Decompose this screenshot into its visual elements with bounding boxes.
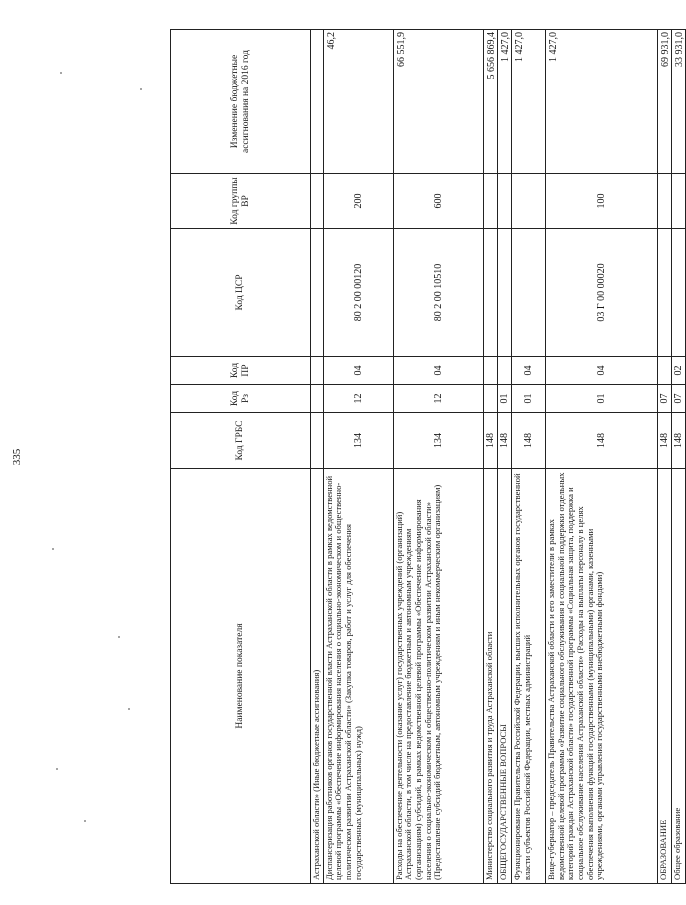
row-grbs: 148	[483, 413, 497, 469]
row-vr: 100	[546, 174, 658, 229]
scan-speck	[56, 768, 58, 770]
table-row	[311, 30, 324, 884]
row-csr: 80 2 00 00120	[323, 229, 393, 357]
row-rz: 07	[658, 385, 672, 413]
row-vr: 600	[393, 174, 483, 229]
row-rz	[483, 385, 497, 413]
header-amount: Изменение бюджетные ассигнования на 2016 год	[171, 30, 311, 174]
row-name: Расходы на обеспечение деятельности (оказание услуг) государственных учреждений (организаций) Астраханской области, в том числе на предоставление бюджетным и автономным учреждениям (организациям) субсидий, в рамках ведомственной целевой программы «Обеспечение информирования населения о социально-экономическом и общественно-политическом развитии Астраханской области» (Предоставление субсидий бюджетным, автономным учреждениям и иным некоммерческим организациям)	[393, 469, 483, 884]
scan-speck	[128, 708, 130, 710]
rotated-page-content	[170, 30, 686, 884]
table-header-row	[171, 30, 311, 884]
row-csr	[483, 229, 497, 357]
row-csr	[311, 229, 324, 357]
row-rz: 01	[497, 385, 511, 413]
table-row	[393, 30, 483, 884]
row-grbs	[311, 413, 324, 469]
header-grbs: Код ГРБС	[171, 413, 311, 469]
row-vr	[311, 174, 324, 229]
budget-table-frame	[170, 30, 686, 884]
row-name: ОБЩЕГОСУДАРСТВЕННЫЕ ВОПРОСЫ	[497, 469, 511, 884]
row-grbs: 148	[546, 413, 658, 469]
header-pr: Код ПР	[171, 357, 311, 385]
scan-speck	[84, 820, 86, 822]
row-name: Функционирование Правительства Российской Федерации, высших исполнительных органов государственной власти субъектов Российской Федерации, местных администраций	[512, 469, 546, 884]
table-row	[658, 30, 672, 884]
row-amount: 66 551,9	[393, 30, 483, 174]
row-rz: 12	[323, 385, 393, 413]
row-pr: 04	[512, 357, 546, 385]
header-rz: Код Рз	[171, 385, 311, 413]
header-vr: Код группы ВР	[171, 174, 311, 229]
row-pr: 04	[323, 357, 393, 385]
table-row	[497, 30, 511, 884]
row-pr	[497, 357, 511, 385]
scan-speck	[118, 636, 120, 638]
scan-speck	[52, 548, 54, 550]
row-amount: 33 931,0	[672, 30, 686, 174]
row-csr	[512, 229, 546, 357]
row-grbs: 148	[672, 413, 686, 469]
budget-allocation-table	[170, 29, 686, 884]
table-row	[546, 30, 658, 884]
page-number: 335	[11, 448, 23, 466]
scan-speck	[60, 72, 62, 74]
row-name: ОБРАЗОВАНИЕ	[658, 469, 672, 884]
row-csr	[658, 229, 672, 357]
table-row	[323, 30, 393, 884]
scan-speck	[140, 88, 142, 90]
row-amount: 1 427,0	[497, 30, 511, 174]
row-amount: 69 931,0	[658, 30, 672, 174]
row-rz	[311, 385, 324, 413]
header-name: Наименование показателя	[171, 469, 311, 884]
row-name: Министерство социального развития и труда Астраханской области	[483, 469, 497, 884]
row-csr	[672, 229, 686, 357]
row-name: Диспансеризация работников органов государственной власти Астраханской области в рамках ведомственной целевой программы «Обеспечение информирования населения о социально-экономическом и общественно-политическом развитии Астраханской области» (Закупка товаров, работ и услуг для обеспечения государственных (муниципальных) нужд)	[323, 469, 393, 884]
row-grbs: 134	[323, 413, 393, 469]
row-vr: 200	[323, 174, 393, 229]
row-grbs: 148	[497, 413, 511, 469]
header-csr: Код ЦСР	[171, 229, 311, 357]
row-amount: 46,2	[323, 30, 393, 174]
table-row	[483, 30, 497, 884]
row-name: Вице-губернатор – председатель Правительства Астраханской области и его заместители в рамках ведомственной целевой программы «Развитие социального обслуживания и социальной поддержки отдельных категорий граждан Астраханской области» государственной программы «Социальная защита, поддержка и социальное обслуживание населения Астраханской области» (Расходы на выплаты персоналу в целях обеспечения выполнения функций государственными (муниципальными) органами, казенными учреждениями, органами управления государственными внебюджетными фондами)	[546, 469, 658, 884]
row-pr: 04	[393, 357, 483, 385]
row-pr	[658, 357, 672, 385]
table-row	[672, 30, 686, 884]
row-vr	[512, 174, 546, 229]
row-vr	[483, 174, 497, 229]
row-vr	[497, 174, 511, 229]
row-rz: 12	[393, 385, 483, 413]
row-name: Астраханской области» (Иные бюджетные ассигнования)	[311, 469, 324, 884]
row-pr: 02	[672, 357, 686, 385]
row-csr	[497, 229, 511, 357]
row-pr	[483, 357, 497, 385]
table-row	[512, 30, 546, 884]
row-amount: 5 656 869,4	[483, 30, 497, 174]
row-grbs: 148	[658, 413, 672, 469]
row-amount	[311, 30, 324, 174]
row-csr: 80 2 00 10510	[393, 229, 483, 357]
row-amount: 1 427,0	[512, 30, 546, 174]
row-csr: 03 Г 00 00020	[546, 229, 658, 357]
row-rz: 01	[546, 385, 658, 413]
row-pr: 04	[546, 357, 658, 385]
row-grbs: 134	[393, 413, 483, 469]
row-name: Общее образование	[672, 469, 686, 884]
row-rz: 07	[672, 385, 686, 413]
row-rz: 01	[512, 385, 546, 413]
row-amount: 1 427,0	[546, 30, 658, 174]
row-grbs: 148	[512, 413, 546, 469]
row-pr	[311, 357, 324, 385]
row-vr	[672, 174, 686, 229]
row-vr	[658, 174, 672, 229]
